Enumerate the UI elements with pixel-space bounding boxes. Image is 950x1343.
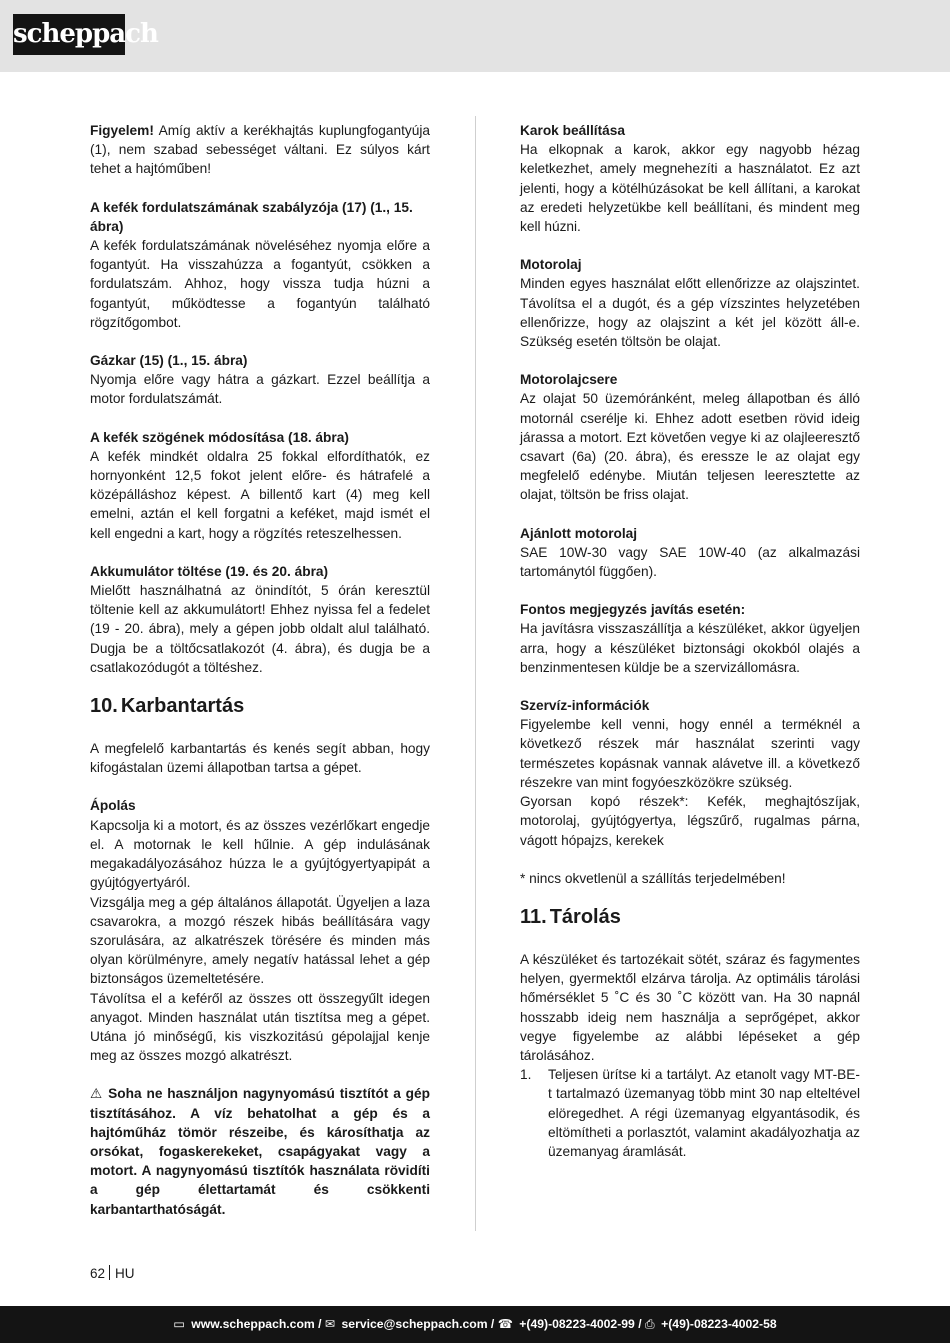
left-column (90, 121, 430, 1219)
footer-website[interactable]: www.scheppach.com / (191, 1317, 322, 1331)
pressure-washer-warning (90, 1084, 430, 1218)
right-column (520, 121, 860, 1161)
scheppach-logo: scheppach (13, 14, 125, 55)
section-11-label: Tárolás (549, 905, 621, 928)
footer-email[interactable]: service@scheppach.com / (341, 1317, 495, 1331)
brush-angle-heading: A kefék szögének módosítása (18. ábra) (90, 429, 349, 445)
clutch-warning (90, 121, 430, 179)
repair-note-heading: Fontos megjegyzés javítás esetén: (520, 602, 746, 618)
fax-icon: ⎙ (644, 1317, 655, 1331)
storage-steps (520, 1065, 860, 1161)
repair-note-text: Ha javításra visszaszállítja a készüléket, akkor ügyeljen arra, hogy a készüléket biztonsági okokból olajés a benzinmentesen küldje be a szervizállomásra. (520, 621, 860, 675)
section-10-number: 10. (90, 695, 118, 718)
engine-oil-text: Minden egyes használat előtt ellenőrizze az olajszintet. Távolítsa el a dugót, és a gép vízszintes helyzetében ellenőrizze, hogy az olajszint a két jel között áll-e. Szükség esetén töltsön be olajat. (520, 276, 860, 350)
service-heading: Szervíz-információk (520, 698, 650, 714)
care-paragraph-3: Távolítsa el a keféről az összes ott összegyűlt idegen anyagot. Minden használat után tisztítsa meg a gépet. Utána jó minőségű, kis viszkozitású gépolajjal kenje meg az összes mozgó alkatrészt. (90, 990, 430, 1064)
oil-change-text: Az olajat 50 üzemóránként, meleg állapotban és álló motornál cserélje ki. Ehhez adott esetben rövid ideig járassa a motort. Ezt követően vegye ki az olajleeresztő csavart (6a) (20. ábra), és eressze le az olajat egy megfelelő edénybe. Miután teljesen leeresztette az olajat, töltsön be friss olajat. (520, 391, 860, 503)
page-number (90, 1265, 135, 1281)
step-number: 1. (520, 1067, 532, 1083)
warning-triangle-icon: ⚠ (90, 1086, 104, 1102)
footer-fax: +(49)-08223-4002-58 (661, 1317, 777, 1331)
section-11-title (520, 905, 860, 929)
care-paragraph-2: Vizsgálja meg a gép általános állapotát. Ügyeljen a laza csavarokra, a mozgó részek hibás beállítására vagy szorulására, az alkatrészek törésére és minden más olyan körülményre, amely negatív hatással lehet a gép biztonságos üzemeltetésére. (90, 894, 430, 987)
levers-text: Ha elkopnak a karok, akkor egy nagyobb hézag keletkezhet, amely megnehezíti a használatot. Ez azt jelenti, hogy a kötélhúzásokat be kell állítani, a karokat az eredeti helyzetükbe kell beállítani, és mindent meg kell húzni. (520, 142, 860, 235)
pressure-washer-warning-text: Soha ne használjon nagynyomású tisztítót a gép tisztításához. A víz behatolhat a gép és a hajtóműház tömör részeibe, és károsíthatja az orsókat, fogaskerekeket, csapágyakat vagy a motort. A nagynyomású tisztítók használata rövidíti a gép élettartamát és csökkenti karbantarthatóságát. (90, 1086, 430, 1217)
warning-text: Amíg aktív a kerékhajtás kuplungfogantyúja (1), nem szabad sebességet váltani. Ez súlyos kárt tehet a hajtóműben! (90, 123, 430, 177)
footnote: * nincs okvetlenül a szállítás terjedelmében! (520, 870, 786, 886)
section-10-label: Karbantartás (120, 695, 245, 718)
care-heading: Ápolás (90, 798, 136, 814)
throttle-text: Nyomja előre vagy hátra a gázkart. Ezzel beállítja a motor fordulatszámát. (90, 372, 430, 407)
page-number-value: 62 (90, 1266, 106, 1281)
engine-oil-heading: Motorolaj (520, 257, 582, 273)
service-text: Figyelembe kell venni, hogy ennél a terméknél a következő részek már használat szerinti vagy természetes kopásnak vannak alávetve ill. a következő részekre van mint fogyóeszközökre szükség. (520, 717, 860, 790)
battery-heading: Akkumulátor töltése (19. és 20. ábra) (90, 563, 329, 579)
list-item (520, 1065, 860, 1161)
step-text: Teljesen ürítse ki a tartályt. Az etanolt vagy MT-BE- t tartalmazó üzemanyag több mint 30 nap elteltével elöregedhet. A régi üzemanyag elgyantásodik, és eltömítheti a porlasztót, valamint akadályozhatja az üzemanyag áramlását. (548, 1067, 860, 1159)
page-header (0, 0, 950, 72)
levers-heading: Karok beállítása (520, 123, 625, 138)
storage-intro: A készüléket és tartozékait sötét, száraz és fagymentes helyen, gyermektől elzárva tárolja. Az optimális tárolási hőmérséklet 5 ˚C és 30 ˚C között van. Ha 30 napnál hosszabb ideig nem használja a seprőgépet, akkor vegye figyelembe az alábbi lépéseket a gép tárolásához. (520, 951, 860, 1063)
column-divider (475, 116, 476, 1231)
brush-speed-text: A kefék fordulatszámának növeléséhez nyomja előre a fogantyút. Ha visszahúzza a fogantyút, csökken a fordulatszám. Ahhoz, hogy vissza tudja húzni a fogantyút, működtesse a fogantyún található rögzítőgombot. (90, 238, 430, 330)
throttle-heading: Gázkar (15) (1., 15. ábra) (90, 353, 248, 369)
section-11-number: 11. (520, 905, 547, 928)
warning-label: Figyelem! (90, 123, 154, 138)
page-footer (0, 1306, 950, 1343)
maintenance-intro: A megfelelő karbantartás és kenés segít abban, hogy kifogástalan üzemi állapotban tartsa a gépet. (90, 741, 430, 776)
oil-change-heading: Motorolajcsere (520, 372, 618, 388)
wear-parts-text: Gyorsan kopó részek*: Kefék, meghajtószíjak, motorolaj, gyújtógyertya, légszűrő, rugalmas párna, vágott hópajzs, kerekek (520, 794, 860, 848)
monitor-icon: ▭ (173, 1317, 185, 1331)
battery-text: Mielőtt használhatná az önindítót, 5 órán keresztül töltenie kell az akkumulátort! Ehhez nyissa fel a fedelet (19 - 20. ábra), mely a gépen jobb oldalt alul található. Dugja be a töltőcsatlakozót (4. ábra), és dugja be a csatlakozódugót a töltéshez. (90, 583, 430, 675)
brush-angle-text: A kefék mindkét oldalra 25 fokkal elfordíthatók, ez hornyonként 12,5 fokot jelent előre- és hátrafelé a középálláshoz képest. A billentő kart (4) meg kell emelni, aztán el kell forgatni a keféket, majd ismét el kell engedni a kart, hogy a rögzítés reteszelhessen. (90, 448, 430, 541)
recommended-oil-text: SAE 10W-30 vagy SAE 10W-40 (az alkalmazási tartománytól függően). (520, 544, 860, 580)
phone-icon: ☎ (497, 1317, 513, 1331)
mail-icon: ✉ (324, 1317, 336, 1331)
page-number-separator (109, 1265, 110, 1280)
section-10-title (90, 694, 430, 718)
care-paragraph-1: Kapcsolja ki a motort, és az összes vezérlőkart engedje el. A motornak le kell hűlnie. A gép indulásának megakadályozásához húzza le a gyújtógyertyapipát a gyújtógyertyáról. (90, 817, 430, 891)
recommended-oil-heading: Ajánlott motorolaj (520, 525, 638, 541)
brush-speed-heading: A kefék fordulatszámának szabályzója (17) (1., 15. ábra) (90, 199, 413, 234)
footer-phone: +(49)-08223-4002-99 / (519, 1317, 642, 1331)
page-language: HU (115, 1266, 135, 1281)
